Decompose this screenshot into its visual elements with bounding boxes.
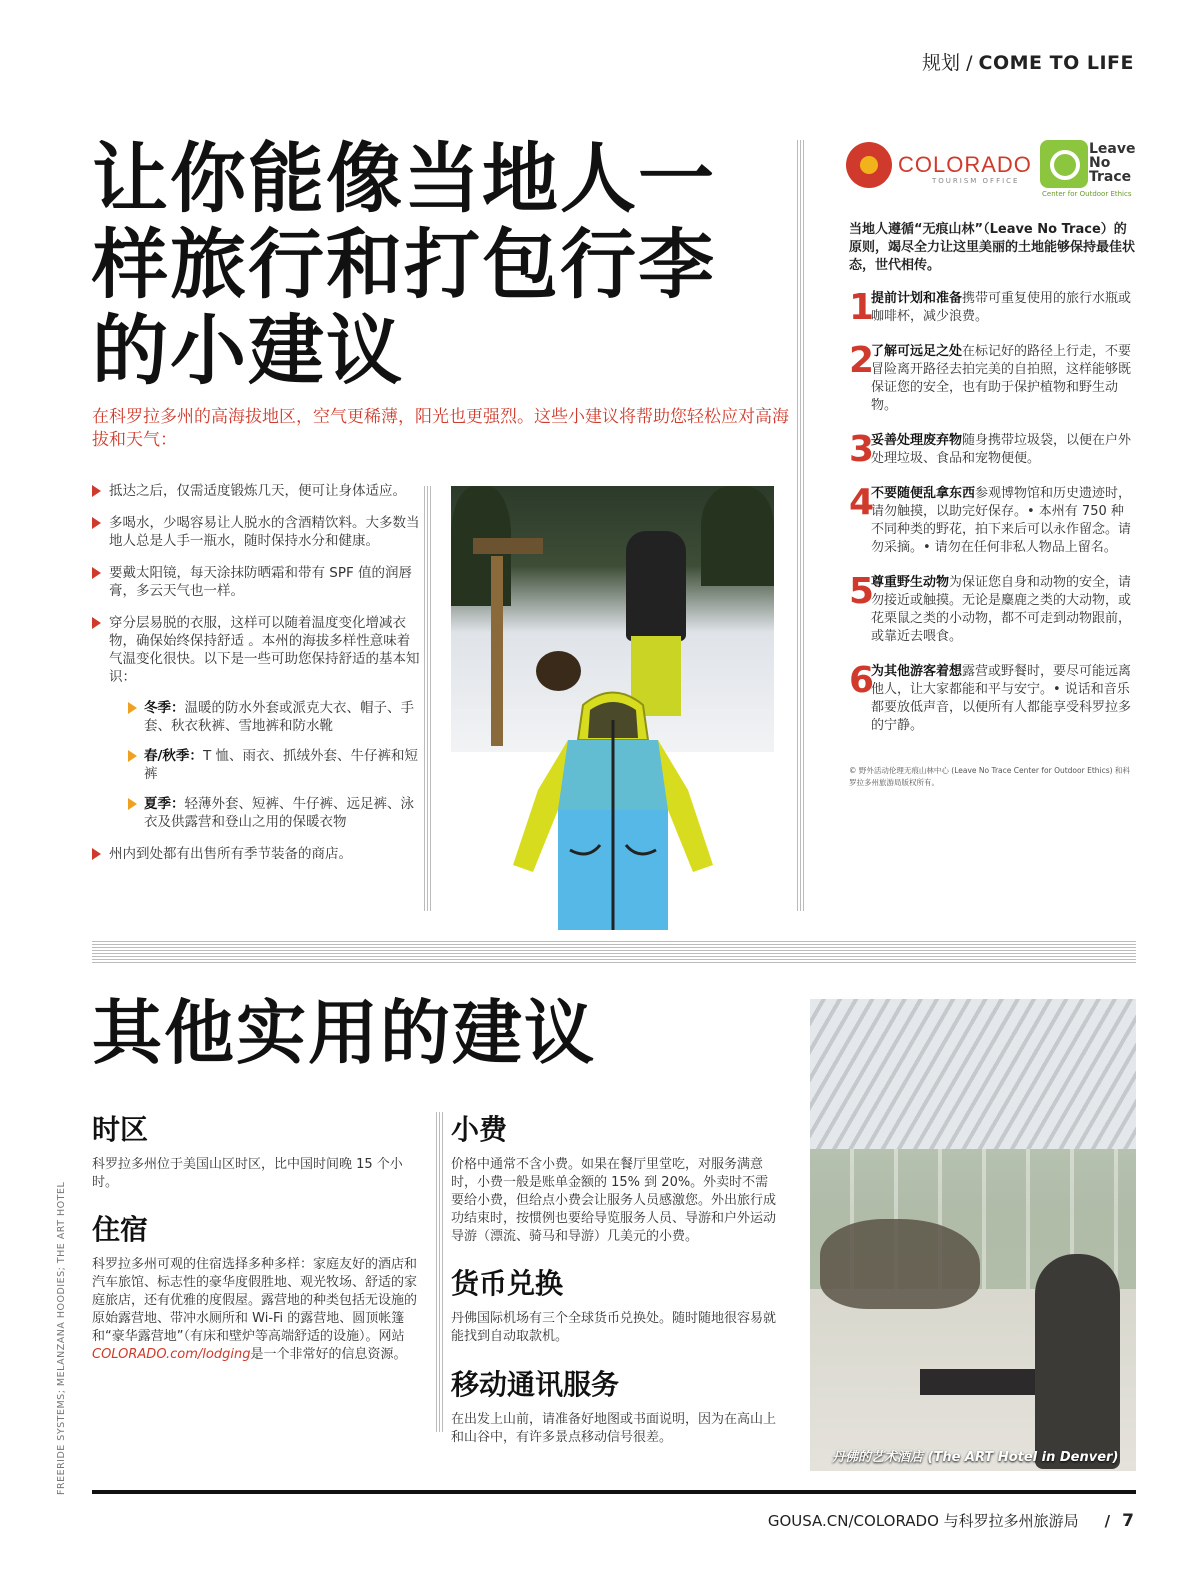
- photo-credit-vertical: FREERIDE SYSTEMS; MELANZANA HOODIES; THE ART HOTEL: [56, 1181, 67, 1495]
- footer-rule: [92, 1490, 1136, 1494]
- principle-number: 1: [849, 287, 875, 328]
- footer-separator: /: [1104, 1512, 1111, 1530]
- art-hotel-photo: [810, 999, 1136, 1471]
- tip-item: [92, 845, 422, 863]
- colorado-logo-sub: TOURISM OFFICE: [932, 177, 1020, 185]
- currency-heading: 货币兑换: [451, 1267, 564, 1300]
- principle-title: 不要随便乱拿东西: [871, 486, 976, 501]
- lodging-link[interactable]: COLORADO.com/lodging: [92, 1347, 251, 1362]
- hotel-ceiling: [810, 999, 1136, 1149]
- principle-title: 提前计划和准备: [871, 291, 963, 306]
- principle-number: 3: [849, 429, 875, 470]
- trail-sign: [473, 538, 543, 554]
- lnt-line: Leave: [1089, 141, 1136, 157]
- tip-text: 穿分层易脱的衣服，这样可以随着温度变化增减衣物，确保始终保持舒适 。本州的海拔多样性意味着气温变化很快。以下是一些可助您保持舒适的基本知识：: [109, 615, 420, 685]
- season-label: 夏季：: [144, 796, 185, 812]
- bullet-triangle-icon: [128, 702, 137, 714]
- season-item: [128, 747, 422, 783]
- principle-number: 6: [849, 660, 875, 701]
- tip-item: [92, 614, 422, 831]
- principle-item: [849, 482, 1136, 557]
- header-separator: /: [960, 52, 979, 74]
- tip-text: 要戴太阳镜，每天涂抹防晒霜和带有 SPF 值的润唇膏，多云天气也一样。: [109, 565, 413, 599]
- copyright-credit: © 野外活动伦理无痕山林中心 (Leave No Trace Center for Outdoor Ethics) 和科罗拉多州旅游局版权所有。: [849, 766, 1130, 787]
- lnt-line: Trace: [1089, 169, 1132, 185]
- column-rule: [797, 140, 805, 911]
- lodging-text: [92, 1256, 417, 1364]
- season-item: [128, 699, 422, 735]
- principle-number: 2: [849, 340, 875, 381]
- tips-list: [92, 482, 422, 877]
- principle-text: 携带可重复使用的旅行水瓶或咖啡杯，减少浪费。: [871, 291, 1132, 324]
- principle-number: 5: [849, 571, 875, 612]
- header-brand: COME TO LIFE: [978, 52, 1134, 74]
- season-text: T 恤、雨衣、抓绒外套、牛仔裤和短裤: [144, 748, 418, 782]
- running-header: [922, 48, 1134, 75]
- principle-text: 随身携带垃圾袋，以便在户外处理垃圾、食品和宠物便便。: [871, 433, 1132, 466]
- column-rule: [424, 486, 432, 911]
- colorado-logo-word: COLORADO: [898, 152, 1032, 177]
- tip-item: [92, 482, 422, 500]
- footer-text: GOUSA.CN/COLORADO 与科罗拉多州旅游局: [767, 1512, 1079, 1530]
- lnt-line: No: [1089, 155, 1111, 171]
- tip-text: 州内到处都有出售所有季节装备的商店。: [109, 846, 352, 862]
- timezone-heading: 时区: [92, 1113, 149, 1146]
- bronze-statue: [1035, 1254, 1120, 1469]
- principle-title: 尊重野生动物: [871, 575, 950, 590]
- principle-item: [849, 287, 1136, 328]
- colorado-c-logo-icon: [846, 142, 892, 188]
- skier-figure: [626, 531, 686, 641]
- principles-list: [849, 287, 1136, 752]
- page-number: 7: [1122, 1511, 1134, 1531]
- horse-sculpture: [820, 1219, 980, 1309]
- principle-item: [849, 571, 1136, 646]
- leave-no-trace-wordmark: [1089, 142, 1135, 184]
- tipping-text: 价格中通常不含小费。如果在餐厅里堂吃，对服务满意时，小费一般是账单金额的 15% 到 20%。外卖时不需要给小费，但给点小费会让服务人员感激您。外出旅行成功结束时，按惯例也要给导览服务人员、导游和户外运动导游（漂流、骑马和导游）几美元的小费。: [451, 1157, 777, 1244]
- principle-item: [849, 660, 1136, 735]
- hotel-bench: [920, 1369, 1050, 1395]
- principle-title: 为其他游客着想: [871, 664, 963, 679]
- tree-shape: [701, 486, 774, 586]
- mobile-text: 在出发上山前，请准备好地图或书面说明，因为在高山上和山谷中，有许多景点移动信号很差。: [451, 1412, 777, 1445]
- tip-item: [92, 514, 422, 550]
- lead-paragraph: 在科罗拉多州的高海拔地区，空气更稀薄，阳光也更强烈。这些小建议将帮助您轻松应对高海拔和天气：: [92, 407, 789, 450]
- trail-post: [491, 556, 503, 746]
- season-item: [128, 795, 422, 831]
- bullet-triangle-icon: [92, 617, 101, 629]
- principle-text: 在标记好的路径上行走，不要冒险离开路径去拍完美的自拍照，这样能够既保证您的安全，也有助于保护植物和野生动物。: [871, 344, 1132, 413]
- page-footer: [768, 1510, 1134, 1531]
- leave-no-trace-logo-icon: [1040, 140, 1088, 188]
- tip-text: 抵达之后，仅需适度锻炼几天，便可让身体适应。: [109, 483, 406, 499]
- principle-item: [849, 340, 1136, 415]
- photo-caption: 丹佛的艺术酒店 (The ART Hotel in Denver): [832, 1450, 1119, 1465]
- column-rule: [436, 1112, 444, 1432]
- lodging-body-end: 是一个非常好的信息资源。: [250, 1347, 407, 1362]
- bullet-triangle-icon: [92, 517, 101, 529]
- page-title: 让你能像当地人一样旅行和打包行李的小建议: [92, 134, 716, 395]
- bullet-triangle-icon: [92, 848, 101, 860]
- tip-text: 多喝水，少喝容易让人脱水的含酒精饮料。大多数当地人总是人手一瓶水，随时保持水分和健康。: [109, 515, 420, 549]
- tipping-heading: 小费: [451, 1113, 508, 1146]
- principle-text: 为保证您自身和动物的安全，请勿接近或触摸。无论是麋鹿之类的大动物，或花栗鼠之类的小动物，都不可走到动物跟前，或靠近去喂食。: [871, 575, 1132, 644]
- season-text: 轻薄外套、短裤、牛仔裤、远足裤、泳衣及供露营和登山之用的保暖衣物: [144, 796, 414, 830]
- principle-title: 了解可远足之处: [871, 344, 963, 359]
- season-label: 春/秋季：: [144, 748, 203, 764]
- principle-text: 参观博物馆和历史遗迹时，请勿触摸，以助完好保存。• 本州有 750 种不同种类的野花，拍下来后可以永作留念。请勿采摘。• 请勿在任何非私人物品上留名。: [871, 486, 1132, 555]
- seasons-list: [128, 699, 422, 831]
- tip-item: [92, 564, 422, 600]
- principle-item: [849, 429, 1136, 470]
- season-label: 冬季：: [144, 700, 185, 716]
- bullet-triangle-icon: [128, 750, 137, 762]
- header-section: 规划: [922, 52, 961, 74]
- principle-number: 4: [849, 482, 875, 523]
- hoodie-photo: [508, 680, 718, 944]
- bullet-triangle-icon: [92, 567, 101, 579]
- partner-logos: [846, 140, 1136, 200]
- principle-text: 露营或野餐时，要尽可能远离他人，让大家都能和平与安宁。• 说话和音乐都要放低声音，以便所有人都能享受科罗拉多的宁静。: [871, 664, 1132, 733]
- section-divider: [92, 941, 1136, 963]
- sidebar-intro: 当地人遵循“无痕山林”（Leave No Trace）的原则，竭尽全力让这里美丽的土地能够保持最佳状态，世代相传。: [849, 222, 1136, 273]
- bullet-triangle-icon: [92, 485, 101, 497]
- lodging-body: 科罗拉多州可观的住宿选择多种多样：家庭友好的酒店和汽车旅馆、标志性的豪华度假胜地、观光牧场、舒适的家庭旅店，还有优雅的度假屋。露营地的种类包括无设施的原始露营地、带冲水厕所和 Wi-Fi 的露营地、圆顶帐篷和“豪华露营地”（有床和壁炉等高端舒适的设施）。网站: [92, 1257, 418, 1344]
- currency-text: 丹佛国际机场有三个全球货币兑换处。随时随地很容易就能找到自动取款机。: [451, 1311, 777, 1344]
- lodging-heading: 住宿: [92, 1213, 149, 1246]
- timezone-text: 科罗拉多州位于美国山区时区，比中国时间晚 15 个小时。: [92, 1157, 403, 1190]
- leave-no-trace-sub: Center for Outdoor Ethics: [1042, 190, 1132, 198]
- mobile-heading: 移动通讯服务: [451, 1368, 620, 1401]
- season-text: 温暖的防水外套或派克大衣、帽子、手套、秋衣秋裤、雪地裤和防水靴: [144, 700, 414, 734]
- bullet-triangle-icon: [128, 798, 137, 810]
- principle-title: 妥善处理废弃物: [871, 433, 963, 448]
- section-title: 其他实用的建议: [92, 992, 596, 1074]
